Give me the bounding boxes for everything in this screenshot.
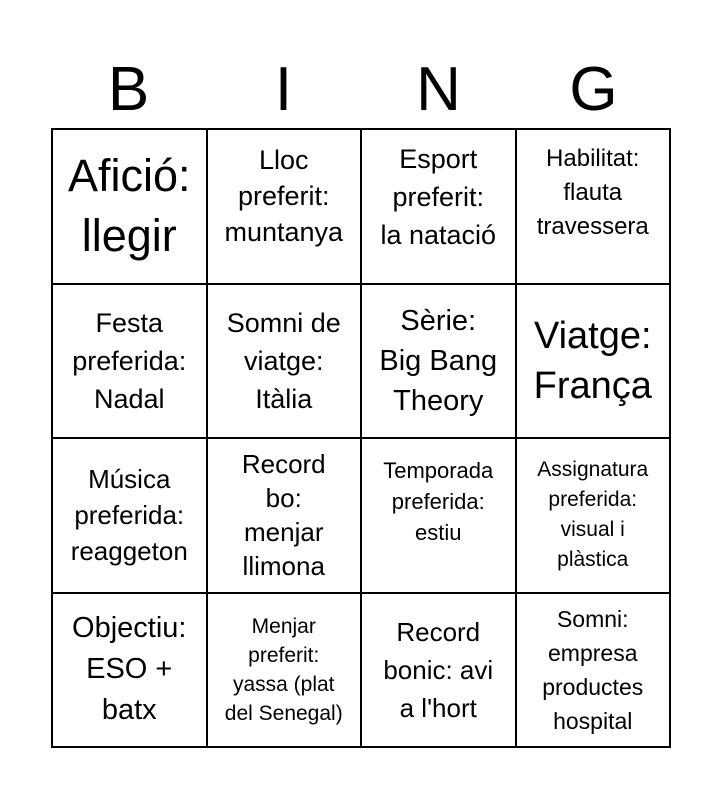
bingo-cell-r2c4[interactable] — [517, 285, 672, 440]
header-letter-g: G — [569, 55, 618, 124]
header-letter-n: N — [416, 55, 461, 124]
cell-label: Sèrie: Big Bang Theory — [379, 304, 498, 417]
cell-label: Menjar preferit: yassa (plat del Senegal) — [224, 614, 343, 725]
cell-label: Festa preferida: Nadal — [72, 307, 187, 414]
bingo-board — [51, 128, 671, 748]
cell-label: Record bo: menjar llimona — [241, 449, 326, 582]
bingo-cell-r1c1[interactable] — [53, 130, 208, 285]
bingo-cell-r3c2[interactable] — [208, 439, 363, 594]
cell-label: Habilitat: flauta travessera — [536, 145, 649, 240]
header-letter-b: B — [107, 55, 150, 124]
bingo-cell-r3c4[interactable] — [517, 439, 672, 594]
bingo-cell-r1c3[interactable] — [362, 130, 517, 285]
cell-label: Record bonic: avi a l'hort — [383, 616, 494, 723]
bingo-cell-r3c3[interactable] — [362, 439, 517, 594]
bingo-cell-r4c3[interactable] — [362, 594, 517, 749]
bingo-cell-r4c1[interactable] — [53, 594, 208, 749]
cell-label: Objectiu: ESO + batx — [72, 612, 187, 727]
cell-label: Temporada preferida: estiu — [383, 458, 494, 545]
bingo-cell-r1c4[interactable] — [517, 130, 672, 285]
bingo-cell-r1c2[interactable] — [208, 130, 363, 285]
header-letter-i: I — [274, 55, 293, 124]
cell-label: Assignatura preferida: visual i plàstica — [537, 458, 649, 572]
bingo-cell-r2c2[interactable] — [208, 285, 363, 440]
cell-label: Música preferida: reaggeton — [70, 464, 188, 567]
bingo-cell-r4c4[interactable] — [517, 594, 672, 749]
bingo-cell-r2c1[interactable] — [53, 285, 208, 440]
cell-label: Lloc preferit: muntanya — [224, 145, 344, 247]
bingo-cell-r3c1[interactable] — [53, 439, 208, 594]
bingo-header — [51, 52, 671, 128]
cell-label: Afició: llegir — [67, 150, 191, 262]
cell-label: Esport preferit: la natació — [380, 144, 497, 250]
cell-label: Somni: empresa productes hospital — [542, 605, 644, 734]
cell-label: Viatge: França — [533, 314, 652, 407]
cell-label: Somni de viatge: Itàlia — [226, 307, 341, 414]
bingo-cell-r4c2[interactable] — [208, 594, 363, 749]
bingo-cell-r2c3[interactable] — [362, 285, 517, 440]
